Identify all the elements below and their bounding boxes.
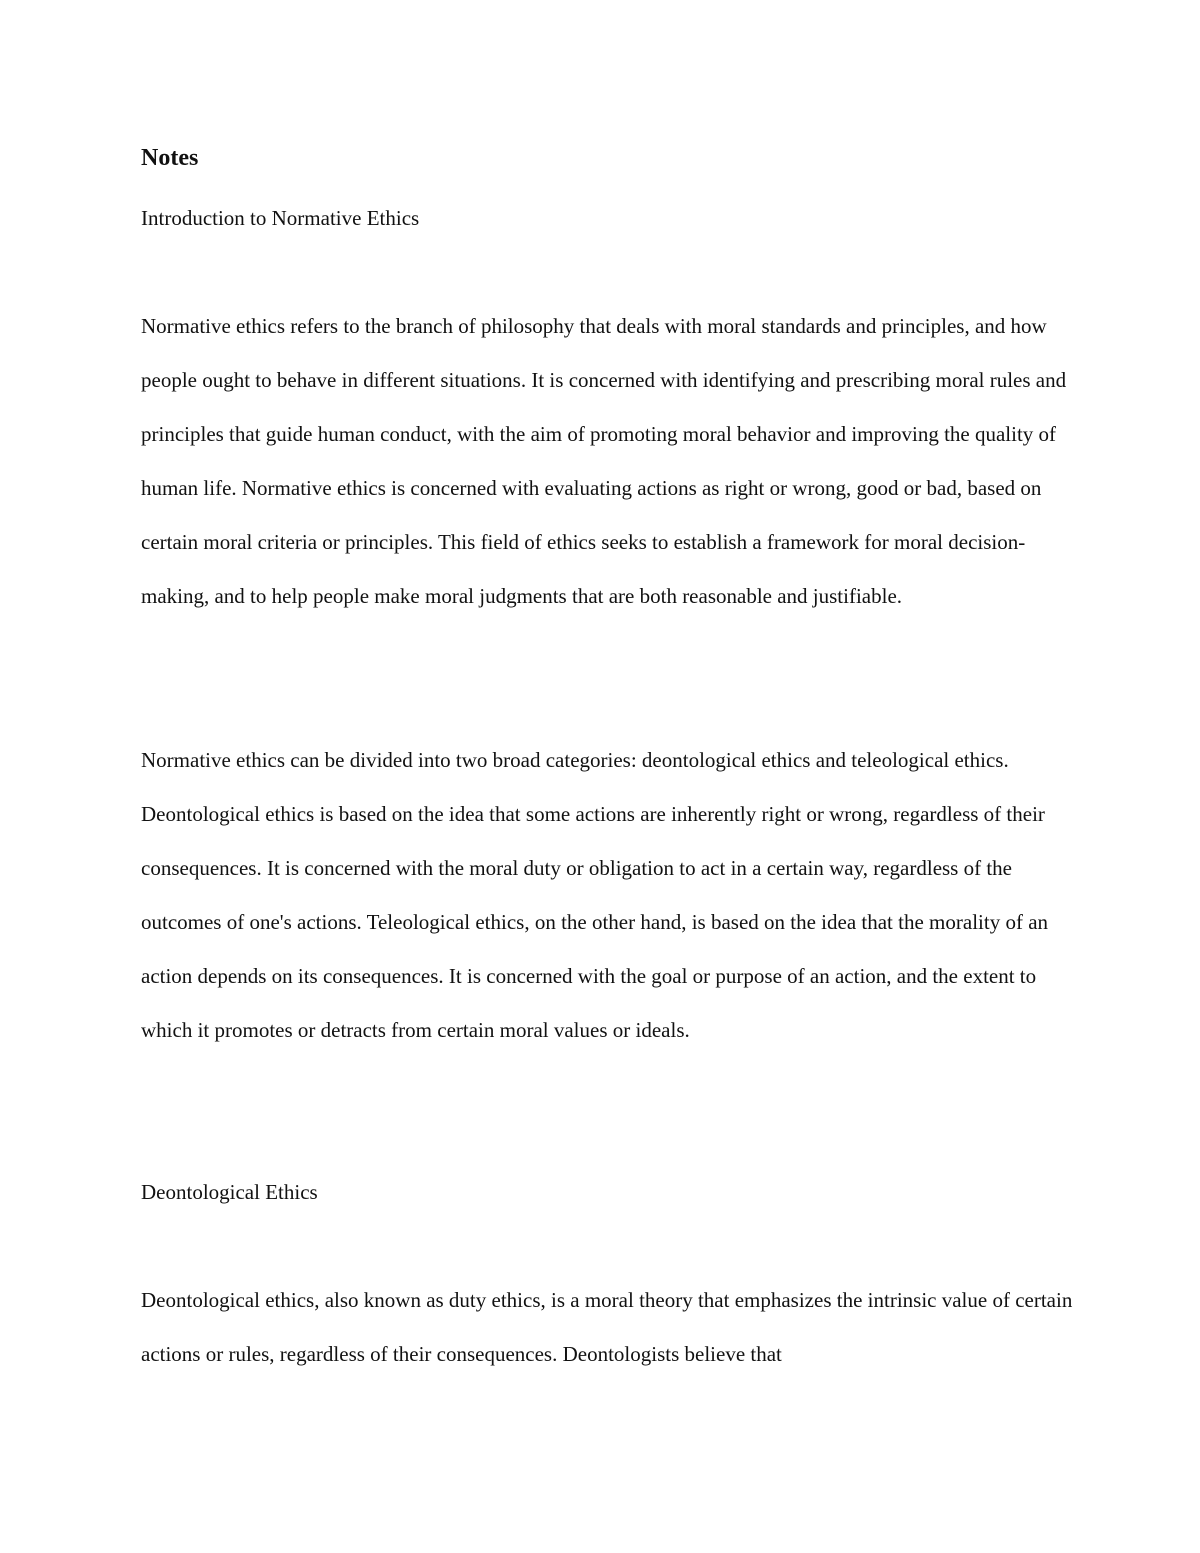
section-heading-introduction: Introduction to Normative Ethics xyxy=(141,206,420,230)
section-heading-deontological: Deontological Ethics xyxy=(141,1180,318,1204)
paragraph-deontological-ethics: Deontological ethics, also known as duty ethics, is a moral theory that emphasizes the intrinsic value of certain actions or rules, regardless of their consequences. Deontologists believe that xyxy=(141,1288,1073,1367)
paragraph-normative-ethics-categories: Normative ethics can be divided into two broad categories: deontological ethics and teleological ethics. Deontological ethics is based on the idea that some actions are inherently right or wrong, regardless of their consequences. It is concerned with the moral duty or obligation to act in a certain way, regardless of the outcomes of one's actions. Teleological ethics, on the other hand, is based on the idea that the morality of an action depends on its consequences. It is concerned with the goal or purpose of an action, and the extent to which it promotes or detracts from certain moral values or ideals. xyxy=(141,748,1049,1043)
paragraph-normative-ethics-definition: Normative ethics refers to the branch of philosophy that deals with moral standards and principles, and how people ought to behave in different situations. It is concerned with identifying and prescribing moral rules and principles that guide human conduct, with the aim of promoting moral behavior and improving the quality of human life. Normative ethics is concerned with evaluating actions as right or wrong, good or bad, based on certain moral criteria or principles. This field of ethics seeks to establish a framework for moral decision-making, and to help people make moral judgments that are both reasonable and justifiable. xyxy=(141,314,1067,609)
document-title: Notes xyxy=(141,145,199,171)
